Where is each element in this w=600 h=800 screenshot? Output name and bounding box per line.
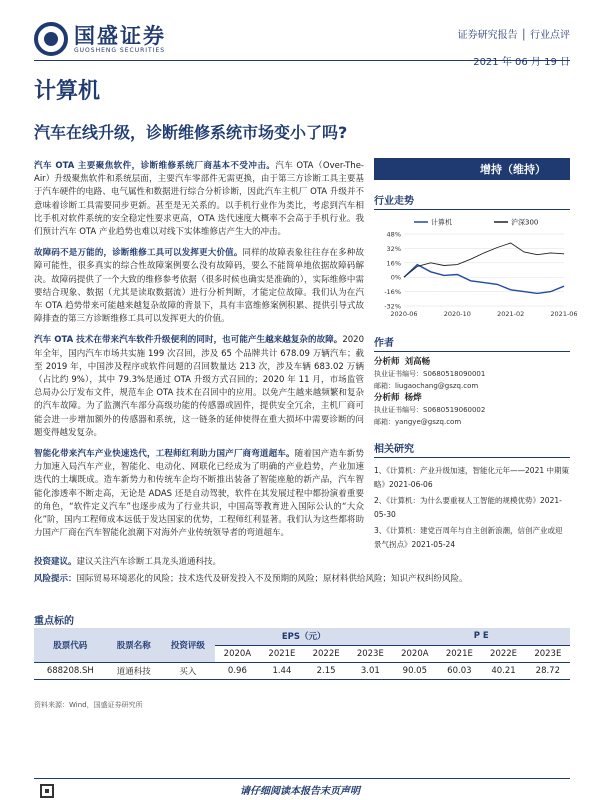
- main-body: [34, 160, 364, 548]
- table-cell: 40.21: [481, 662, 525, 679]
- y-tick-label: 0%: [390, 273, 401, 282]
- stock-name: 道通科技: [107, 662, 161, 679]
- year-header: 2023E: [526, 645, 570, 662]
- table-cell: 3.01: [348, 662, 392, 679]
- stock-rating: 买入: [161, 662, 215, 679]
- table-cell: 90.05: [392, 662, 437, 679]
- related-item[interactable]: 2、《计算机：为什么要重视人工智能的规模优势》2021-05-30: [374, 496, 562, 519]
- key-stocks-heading: 重点标的: [34, 612, 570, 629]
- analyst-name: 杨烨: [404, 393, 422, 403]
- year-header: 2022E: [481, 645, 525, 662]
- table-cell: 2.15: [304, 662, 348, 679]
- table-row: [34, 662, 570, 679]
- year-header: 2021E: [437, 645, 481, 662]
- key-stocks-table: [34, 628, 570, 680]
- table-source: 资料来源：Wind，国盛证券研究所: [34, 701, 143, 709]
- col-header: 股票名称: [107, 628, 161, 662]
- y-tick-label: 32%: [386, 244, 401, 253]
- series-line: [404, 265, 564, 294]
- analyst-cert: 执业证书编号：S0680519060002: [374, 406, 486, 414]
- conclusion-block: [34, 556, 570, 590]
- report-date: 2021 年 06 月 19 日: [473, 57, 570, 68]
- paragraph: 智能化带来汽车产业快速迭代，工程师红利助力国产厂商弯道超车。随着国产造车新势力加速入局汽车产业，智能化、电动化、网联化已经成为了明确的产业趋势，产业加速迭代的土壤既成。造车新势力和传统车企均不断推出装备了智能座舱的新产品，汽车智能化渗透率不断走高，无论是 ADAS 还是自动驾驶，软件在其发展过程中都扮演着重要的角色，“软件定义汽车”也逐步成为了行业共识，中国高等教育进入国际公认的“大众化”阶，国内工程师成本远低于发达国家的优势，工程师红利显著。我们认为这些都将助力国产厂商在汽车智能化浪潮下对海外产业传统领导者的弯道超车。: [34, 449, 364, 539]
- year-header: 2020A: [392, 645, 437, 662]
- analyst-email[interactable]: 邮箱：liugaochang@gszq.com: [374, 382, 479, 390]
- header-divider: [34, 60, 570, 61]
- logo-emblem-icon: [34, 22, 68, 56]
- header-meta: [458, 26, 570, 68]
- x-tick-label: 2021-02: [497, 310, 525, 318]
- trend-heading: 行业走势: [374, 192, 570, 210]
- y-tick-label: -32%: [384, 302, 401, 311]
- analyst-heading: 作者: [374, 334, 570, 352]
- year-header: 2023E: [348, 645, 392, 662]
- table-cell: 0.96: [215, 662, 260, 679]
- related-item[interactable]: 1、《计算机：产业升级加速，智能化元年——2021 中期策略》2021-06-06: [374, 466, 569, 489]
- analyst-role: 分析师: [374, 357, 400, 367]
- table-cell: 60.03: [437, 662, 481, 679]
- year-header: 2020A: [215, 645, 260, 662]
- sector-title: 计算机: [34, 79, 101, 104]
- table-cell: 28.72: [526, 662, 570, 679]
- paragraph: 故障码不是万能的，诊断维修工具可以发挥更大价值。同样的故障表象往往存在多种故障可能性，很多真实的综合性故障案例要么没有故障码，要么不能简单地依据故障码解决。故障码提供了一个大致的维修参考依据（很多时候也确实是准确的），实际维修中需要结合现象、数据（尤其是读取数据流）进行分析判断，才能定位故障。我们认为在汽车 OTA 趋势带来可能越来越复杂故障的背景下，具有丰富维修案例积累、提供引导式故障排查的第三方诊断维修工具可以发挥更大的价值。: [34, 248, 364, 325]
- pe-group-header: P E: [392, 628, 570, 645]
- paragraph: 汽车 OTA 主要聚焦软件，诊断维修系统厂商基本不受冲击。汽车 OTA（Over-The-Air）升级聚焦软件和系统层面，主要汽车零部件无需更换，由于第三方诊断工具主要基于汽车硬件的电路、电气属性和数据进行综合分析诊断，因此汽车主机厂 OTA 升级并不意味着诊断工具需要同步更新。甚至是无关系的。以手机行业作为类比，考虑到汽车相比手机对软件系统的安全稳定性要求更高，OTA 迭代速度大概率不会高于手机行业。我们预计汽车 OTA 产业趋势也难以对线下实体维修店产生大的冲击。: [34, 161, 364, 238]
- report-title: 汽车在线升级，诊断维修系统市场变小了吗?: [34, 123, 348, 142]
- company-logo: [34, 22, 166, 56]
- eps-group-header: EPS（元）: [215, 628, 392, 645]
- legend-label: 计算机: [431, 218, 452, 227]
- logo-en-text: GUOSHENG SECURITIES: [74, 46, 166, 54]
- y-tick-label: 48%: [386, 230, 401, 239]
- x-tick-label: 2020-10: [443, 310, 471, 318]
- x-tick-label: 2021-06: [550, 310, 578, 318]
- analyst-block: [374, 356, 570, 428]
- analyst-role: 分析师: [374, 393, 400, 403]
- analyst-name: 刘高畅: [404, 357, 431, 367]
- footer-disclaimer: 请仔细阅读本报告末页声明: [240, 786, 360, 797]
- stock-code: 688208.SH: [34, 662, 107, 679]
- y-tick-label: 16%: [386, 259, 401, 268]
- doc-type: 证券研究报告 │ 行业点评: [457, 30, 570, 41]
- rating-badge: 增持（维持）: [374, 158, 570, 180]
- series-line: [404, 243, 564, 277]
- related-item[interactable]: 3、《计算机：建党百周年与自主创新浪潮，信创产业或迎景气拐点》2021-05-24: [374, 526, 563, 549]
- y-tick-label: -16%: [384, 288, 401, 297]
- risk-warning: 风险提示：国际贸易环境恶化的风险；技术迭代及研发投入不及预期的风险；原材料供给风险；知识产权纠纷风险。: [34, 574, 468, 585]
- year-header: 2021E: [260, 645, 304, 662]
- related-heading: 相关研究: [374, 440, 570, 458]
- logo-cn-text: 国盛证券: [74, 23, 166, 48]
- trend-chart-svg: [374, 214, 578, 320]
- footer-divider: [34, 778, 570, 779]
- analyst-cert: 执业证书编号：S0680518090001: [374, 370, 486, 378]
- paragraph: 汽车 OTA 技术在带来汽车软件升级便利的同时，也可能产生越来越复杂的故障。2020 年全年，国内汽车市场共实施 199 次召回，涉及 65 个品牌共计 678.09 万辆汽车；截至 2019 年，中国涉及程序或软件问题的召回数量达 213 次，涉及车辆 683.02 万辆（占比约 9%），其中 79.3%是通过 OTA 升级方式召回的；2020 年 11 月，市场监管总局办公厅发布文件，规范车企 OTA 技术在召回中的应用。以免产生越来越频繁和复杂的汽车故障。为了监测汽车部分高级功能的传感器或固件，提供安全冗余，主机厂商可能会进一步增加额外的传感器和系统，这一链条的延伸使得在重大损坏中需要诊断的问题变得越发复杂。: [34, 335, 364, 438]
- related-list: [374, 464, 570, 552]
- legend-label: 沪深300: [511, 218, 539, 227]
- col-header: 股票代码: [34, 628, 107, 662]
- trend-chart: [374, 214, 578, 322]
- year-header: 2022E: [304, 645, 348, 662]
- analyst-email[interactable]: 邮箱：yangye@gszq.com: [374, 418, 462, 426]
- col-header: 投资评级: [161, 628, 215, 662]
- table-cell: 1.44: [260, 662, 304, 679]
- investment-advice: 投资建议。建议关注汽车诊断工具龙头道通科技。: [34, 557, 222, 567]
- x-tick-label: 2020-06: [390, 310, 418, 318]
- sidebar: [374, 158, 578, 554]
